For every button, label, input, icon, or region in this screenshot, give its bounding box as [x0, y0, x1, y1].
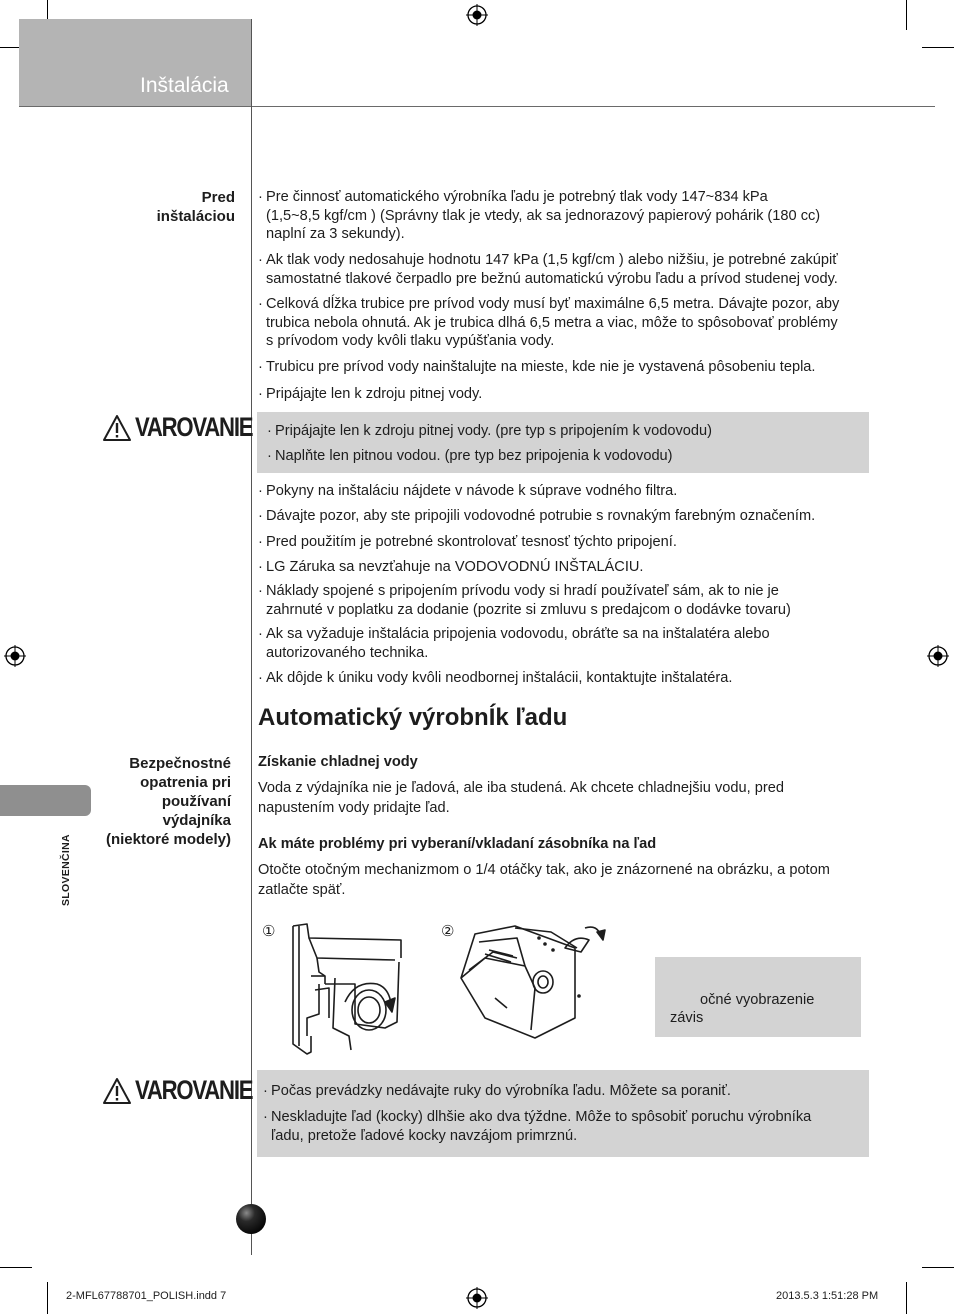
bullet-text: Pred použitím je potrebné skontrolovať tesnosť týchto pripojení. — [266, 534, 677, 550]
bullet-text: Ak dôjde k úniku vody kvôli neodbornej inštalácii, kontaktujte inštalatéra. — [266, 670, 733, 686]
language-tab — [0, 785, 91, 816]
ice-bin-dial-illustration — [285, 918, 410, 1058]
crop-mark — [922, 1267, 954, 1268]
list-item: · Celková dĺžka trubice pre prívod vody musí byť maximálne 6,5 metra. Dávajte pozor, aby trubica nebola ohnutá. Ak je trubica dlhá 6,5 metra a viac, môže to spôsobovať problémy s prívodom vody kvôli tlaku vypúšťania vody. — [258, 295, 870, 351]
bullet-text: s prívodom vody kvôli tlaku vypúšťania vody. — [266, 333, 555, 349]
paragraph-line: napustením vody pridajte ľad. — [258, 800, 450, 816]
warning-text: Pripájajte len k zdroju pitnej vody. (pre typ s pripojením k vodovodu) — [275, 423, 712, 439]
warning-heading — [102, 1075, 253, 1109]
list-item: · Pripájajte len k zdroju pitnej vody. — [258, 386, 483, 402]
warning-box — [257, 412, 869, 473]
paragraph-line: Voda z výdajníka nie je ľadová, ale iba studená. Ak chcete chladnejšiu vodu, pred — [258, 780, 784, 796]
subheading: Získanie chladnej vody — [258, 754, 418, 770]
warning-triangle-icon — [102, 414, 132, 442]
list-item: · LG Záruka sa nevzťahuje na VODOVODNÚ INŠTALÁCIU. — [258, 559, 644, 575]
list-item: · Pred použitím je potrebné skontrolovať tesnosť týchto pripojení. — [258, 534, 677, 550]
bullet-text: Ak tlak vody nedosahuje hodnotu 147 kPa (1,5 kgf/cm ) alebo nižšiu, je potrebné zakúpiť — [266, 252, 838, 268]
ice-bin-rotation-illustration — [455, 918, 615, 1048]
bullet-text: trubica nebola ohnutá. Ak je trubica dlhá 6,5 metra a viac, môže to spôsobovať problémy — [266, 314, 838, 331]
paragraph-line: Otočte otočným mechanizmom o 1/4 otáčky tak, ako je znázornené na obrázku, a potom — [258, 862, 830, 878]
bullet-text: Dávajte pozor, aby ste pripojili vodovodné potrubie s rovnakým farebným označením. — [266, 508, 816, 524]
warning-label: VAROVANIE — [135, 412, 253, 442]
figure-number: ① — [262, 923, 276, 940]
warning-text: Počas prevádzky nedávajte ruky do výrobníka ľadu. Môžete sa poraniť. — [271, 1083, 731, 1099]
list-item: · Pripájajte len k zdroju pitnej vody. (pre typ s pripojením k vodovodu) — [267, 423, 712, 439]
figure-note-box — [655, 957, 861, 1037]
warning-triangle-icon — [102, 1077, 132, 1105]
figure-number: ② — [441, 923, 455, 940]
section-title: Automatický výrobnÍk ľadu — [258, 704, 568, 731]
list-item: · Trubicu pre prívod vody nainštalujte na mieste, kde nie je vystavená pôsobeniu tepla. — [258, 359, 816, 375]
column-divider — [251, 19, 252, 1255]
side-label-line: Bezpečnostné — [129, 755, 231, 772]
bullet-text: Pripájajte len k zdroju pitnej vody. — [266, 386, 483, 402]
list-item: · Počas prevádzky nedávajte ruky do výrobníka ľadu. Môžete sa poraniť. — [263, 1083, 731, 1099]
list-item: · Neskladujte ľad (kocky) dlhšie ako dva týždne. Môže to spôsobiť poruchu výrobníka ľadu, pretože ľadové kocky navzájom primrznú. — [263, 1108, 863, 1145]
page-marker-icon — [235, 1203, 267, 1235]
page-title: Inštalácia — [140, 74, 229, 97]
registration-mark-icon — [4, 645, 26, 667]
bullet-text: Ak sa vyžaduje inštalácia pripojenia vodovodu, obráťte sa na inštalatéra alebo — [266, 626, 770, 642]
crop-mark — [922, 47, 954, 48]
bullet-text: samostatné tlakové čerpadlo pre bežnú automatickú výrobu ľadu a prívod studenej vody. — [266, 270, 838, 287]
list-item: · Náklady spojené s pripojením prívodu vody si hradí používateľ sám, ak to nie je zahrnuté v poplatku za dodanie (pozrite si zmluvu s predajcom o dodávke tovaru) — [258, 582, 870, 619]
paragraph — [258, 778, 868, 818]
bullet-text: naplní za 3 sekundy). — [266, 226, 405, 242]
list-item: · Naplňte len pitnou vodou. (pre typ bez pripojenia k vodovodu) — [267, 448, 673, 464]
registration-mark-icon — [927, 645, 949, 667]
side-label-line: používaní — [161, 793, 231, 810]
bullet-text: Celková dĺžka trubice pre prívod vody musí byť maximálne 6,5 metra. Dávajte pozor, aby — [266, 296, 840, 312]
side-label-before-install — [60, 188, 235, 226]
bullet-text: autorizovaného technika. — [266, 644, 429, 661]
side-label-line: výdajníka — [162, 812, 231, 829]
bullet-text: Náklady spojené s pripojením prívodu vody si hradí používateľ sám, ak to nie je — [266, 583, 779, 599]
registration-mark-icon — [466, 4, 488, 26]
crop-mark — [906, 0, 907, 30]
paragraph-line: zatlačte späť. — [258, 882, 346, 898]
side-label-line: (niektoré modely) — [105, 831, 231, 848]
side-label-line: Pred — [201, 189, 235, 206]
warning-box — [257, 1070, 869, 1157]
subheading: Ak máte problémy pri vyberaní/vkladaní zásobníka na ľad — [258, 836, 657, 852]
list-item: · Pokyny na inštaláciu nájdete v návode k súprave vodného filtra. — [258, 483, 678, 499]
footer-filename: 2-MFL67788701_POLISH.indd 7 — [66, 1290, 227, 1302]
crop-mark — [906, 1282, 907, 1314]
list-item: · Pre činnosť automatického výrobníka ľadu je potrebný tlak vody 147~834 kPa (1,5~8,5 kgf/cm ) (Správny tlak je vtedy, ak sa jednorazový papierový pohárik (180 cc) naplní za 3 sekundy). — [258, 188, 870, 244]
registration-mark-icon — [466, 1287, 488, 1309]
warning-text: Naplňte len pitnou vodou. (pre typ bez pripojenia k vodovodu) — [275, 448, 673, 464]
side-label-line: inštaláciou — [156, 208, 235, 225]
crop-mark — [47, 1282, 48, 1314]
crop-mark — [0, 1267, 32, 1268]
bullet-text: zahrnuté v poplatku za dodanie (pozrite si zmluvu s predajcom o dodávke tovaru) — [266, 601, 791, 618]
figure-note-line: závis — [670, 1010, 704, 1026]
language-label: SLOVENČINA — [60, 834, 72, 906]
warning-label: VAROVANIE — [135, 1075, 253, 1105]
bullet-text: Pokyny na inštaláciu nájdete v návode k súprave vodného filtra. — [266, 483, 678, 499]
warning-text: Neskladujte ľad (kocky) dlhšie ako dva týždne. Môže to spôsobiť poruchu výrobníka — [271, 1109, 812, 1125]
list-item: · Ak dôjde k úniku vody kvôli neodbornej inštalácii, kontaktujte inštalatéra. — [258, 670, 733, 686]
side-label-line: opatrenia pri — [140, 774, 231, 791]
header-divider — [19, 106, 935, 107]
bullet-text: LG Záruka sa nevzťahuje na VODOVODNÚ INŠTALÁCIU. — [266, 559, 644, 575]
paragraph — [258, 860, 868, 900]
figure-note-line: očné vyobrazenie — [700, 992, 815, 1008]
bullet-text: (1,5~8,5 kgf/cm ) (Správny tlak je vtedy, ak sa jednorazový papierový pohárik (180 cc) — [266, 207, 821, 224]
bullet-text: Pre činnosť automatického výrobníka ľadu je potrebný tlak vody 147~834 kPa — [266, 189, 768, 205]
list-item: · Ak tlak vody nedosahuje hodnotu 147 kPa (1,5 kgf/cm ) alebo nižšiu, je potrebné zakúpiť samostatné tlakové čerpadlo pre bežnú automatickú výrobu ľadu a prívod studenej vody. — [258, 251, 870, 288]
footer-timestamp: 2013.5.3 1:51:28 PM — [776, 1290, 879, 1302]
list-item: · Dávajte pozor, aby ste pripojili vodovodné potrubie s rovnakým farebným označením. — [258, 508, 816, 524]
list-item: · Ak sa vyžaduje inštalácia pripojenia vodovodu, obráťte sa na inštalatéra alebo autorizovaného technika. — [258, 625, 870, 662]
warning-heading — [102, 412, 253, 446]
warning-text: ľadu, pretože ľadové kocky navzájom primrznú. — [271, 1127, 578, 1144]
bullet-text: Trubicu pre prívod vody nainštalujte na mieste, kde nie je vystavená pôsobeniu tepla. — [266, 359, 816, 375]
